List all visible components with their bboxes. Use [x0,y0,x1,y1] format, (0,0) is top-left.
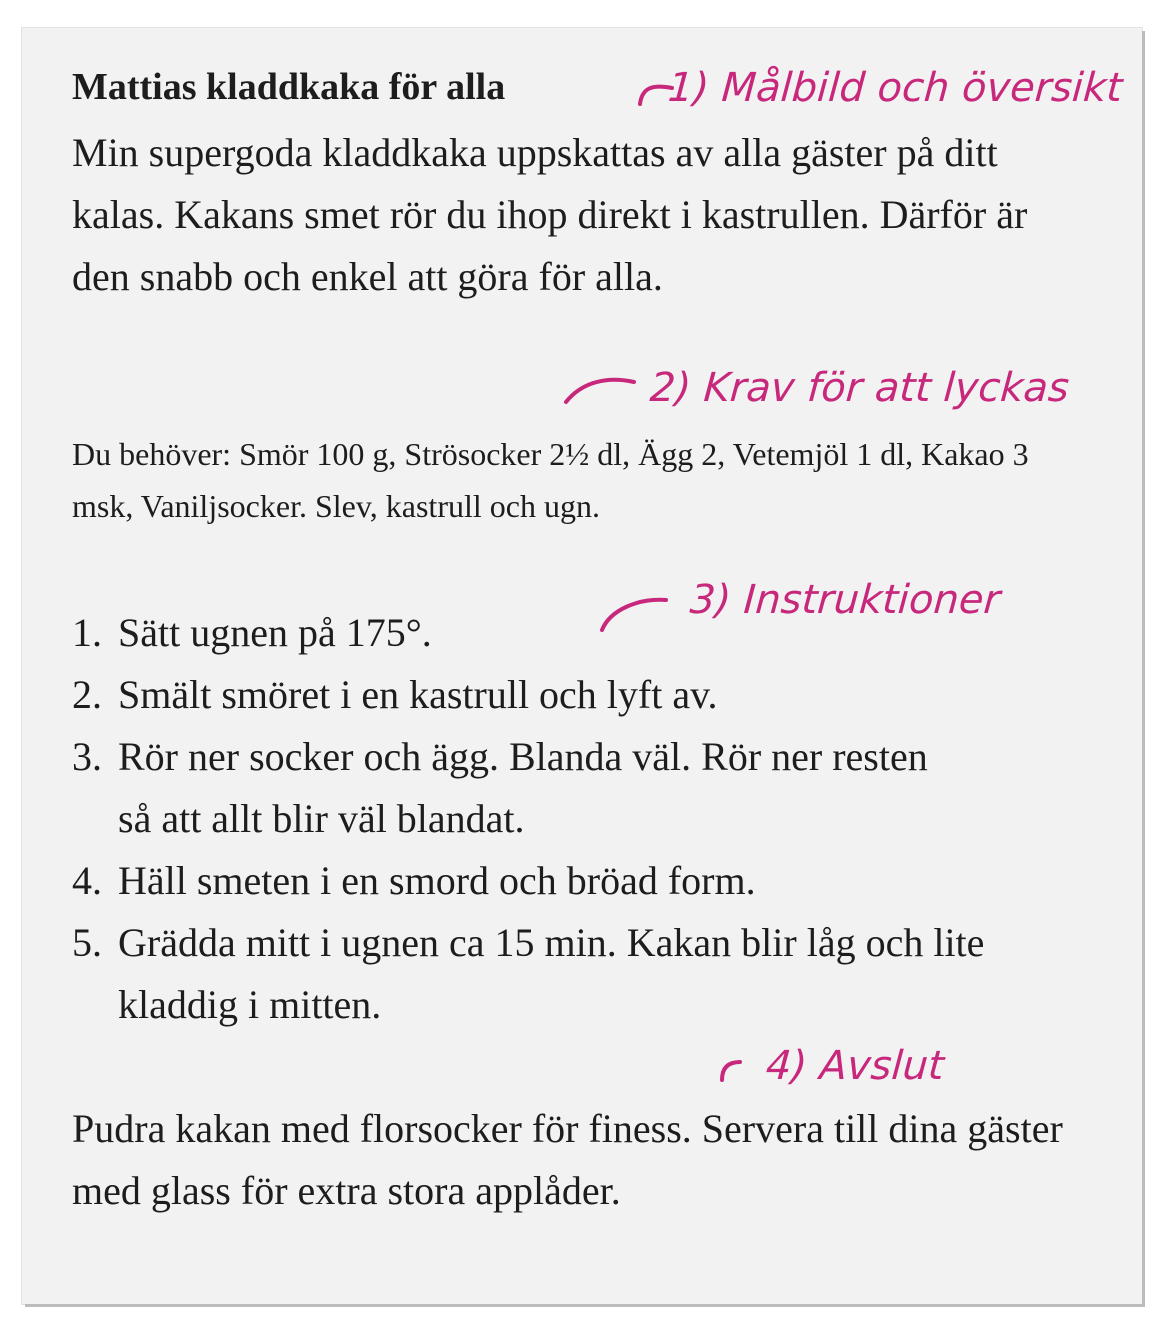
instruction-list [72,602,1032,1036]
recipe-outro: Pudra kakan med florsocker för finess. Servera till dina gäster med glass för extra stora applåder. [72,1106,1063,1213]
step-item [72,664,1032,726]
annotation-requirements: 2) Krav för att lyckas [648,365,1071,411]
step-number: 4. [72,858,102,903]
step-number: 5. [72,920,102,965]
ingredients-text: Du behöver: Smör 100 g, Strösocker 2½ dl, Ägg 2, Vetemjöl 1 dl, Kakao 3 msk, Vaniljsocker. Slev, kastrull och ugn. [72,436,1029,524]
step-text: Rör ner socker och ägg. Blanda väl. Rör ner resten så att allt blir väl blandat. [118,734,928,841]
step-text: Häll smeten i en smord och bröad form. [118,858,756,903]
recipe-title: Mattias kladdkaka för alla [72,66,506,108]
annotation-curl-4 [718,1054,748,1084]
step-item [72,912,1032,1036]
annotation-instructions: 3) Instruktioner [688,577,1002,623]
recipe-intro: Min supergoda kladdkaka uppskattas av alla gäster på ditt kalas. Kakans smet rör du ihop direkt i kastrullen. Därför är den snabb och enkel att göra för alla. [72,130,1028,299]
annotation-curl-2 [562,372,642,408]
step-text: Sätt ugnen på 175°. [118,610,432,655]
step-number: 2. [72,672,102,717]
annotation-ending: 4) Avslut [764,1043,946,1089]
step-item [72,726,952,850]
step-number: 3. [72,734,102,779]
annotation-curl-3 [598,594,674,636]
annotation-overview: 1) Målbild och översikt [666,65,1124,111]
step-text: Grädda mitt i ugnen ca 15 min. Kakan blir låg och lite kladdig i mitten. [118,920,985,1027]
step-number: 1. [72,610,102,655]
step-item [72,850,1032,912]
step-text: Smält smöret i en kastrull och lyft av. [118,672,718,717]
